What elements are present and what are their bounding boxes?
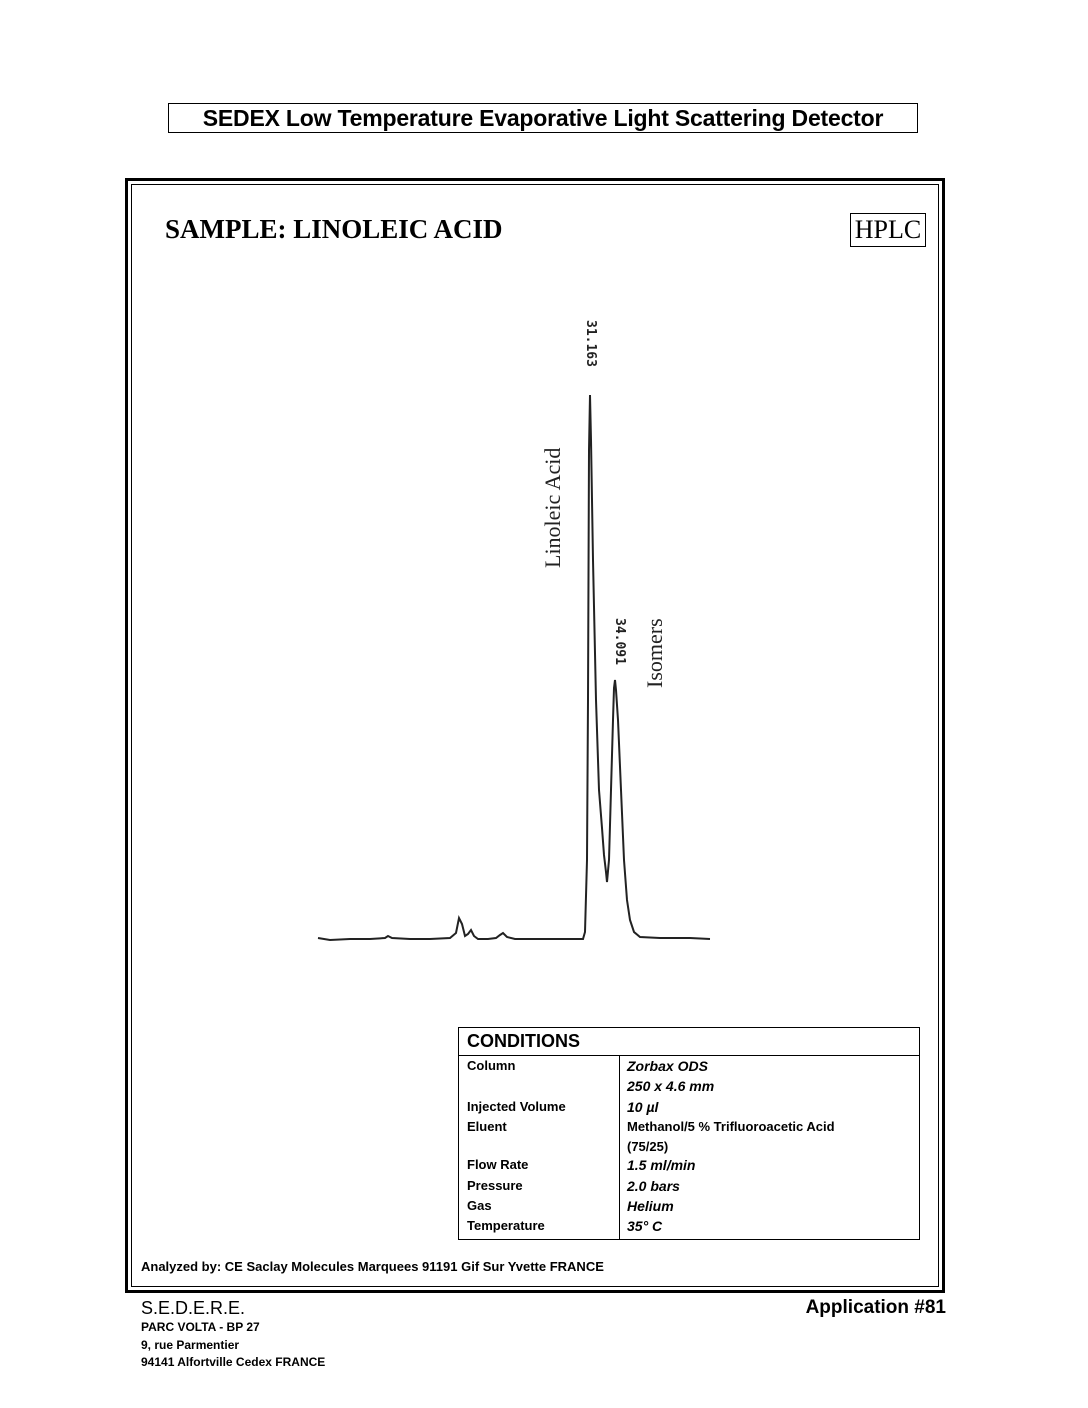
condition-label: Temperature — [467, 1218, 545, 1233]
condition-label: Pressure — [467, 1178, 523, 1193]
condition-value: Methanol/5 % Trifluoroacetic Acid — [627, 1119, 835, 1134]
condition-value: Zorbax ODS — [627, 1058, 708, 1074]
condition-value: 250 x 4.6 mm — [627, 1078, 715, 1094]
condition-value: 10 µl — [627, 1099, 659, 1115]
peak-label-isomers: Isomers — [642, 618, 667, 688]
peak-label-linoleic-acid: Linoleic Acid — [540, 447, 565, 568]
condition-label: Flow Rate — [467, 1157, 529, 1172]
conditions-row — [459, 1078, 919, 1098]
condition-value: 35° C — [627, 1218, 663, 1234]
condition-value: 2.0 bars — [627, 1178, 680, 1194]
condition-value: Helium — [627, 1198, 674, 1214]
application-number: Application #81 — [805, 1297, 946, 1318]
conditions-row — [459, 1198, 919, 1218]
conditions-row — [459, 1119, 919, 1139]
sample-title: SAMPLE: LINOLEIC ACID — [165, 214, 503, 244]
company-name: S.E.D.E.R.E. — [141, 1298, 246, 1318]
peak-retention-34091: 34.091 — [612, 618, 627, 665]
conditions-row — [459, 1157, 919, 1177]
address-line: 9, rue Parmentier — [141, 1338, 240, 1352]
condition-label: Eluent — [467, 1119, 507, 1134]
conditions-row — [459, 1139, 919, 1159]
condition-value: 1.5 ml/min — [627, 1157, 696, 1173]
conditions-table — [458, 1027, 920, 1240]
peak-retention-31163: 31.163 — [583, 320, 598, 367]
condition-label: Injected Volume — [467, 1099, 566, 1114]
conditions-heading: CONDITIONS — [459, 1028, 919, 1056]
conditions-row — [459, 1058, 919, 1078]
address-line: PARC VOLTA - BP 27 — [141, 1320, 260, 1334]
condition-value: (75/25) — [627, 1139, 669, 1154]
condition-label: Column — [467, 1058, 516, 1073]
conditions-row — [459, 1178, 919, 1198]
page-title: SEDEX Low Temperature Evaporative Light Scattering Detector — [168, 103, 918, 133]
conditions-row — [459, 1218, 919, 1238]
address-line: 94141 Alfortville Cedex FRANCE — [141, 1355, 326, 1369]
conditions-row — [459, 1099, 919, 1119]
condition-label: Gas — [467, 1198, 492, 1213]
hplc-badge: HPLC — [850, 213, 926, 247]
analyzed-by: Analyzed by: CE Saclay Molecules Marquees 91191 Gif Sur Yvette FRANCE — [141, 1259, 604, 1274]
